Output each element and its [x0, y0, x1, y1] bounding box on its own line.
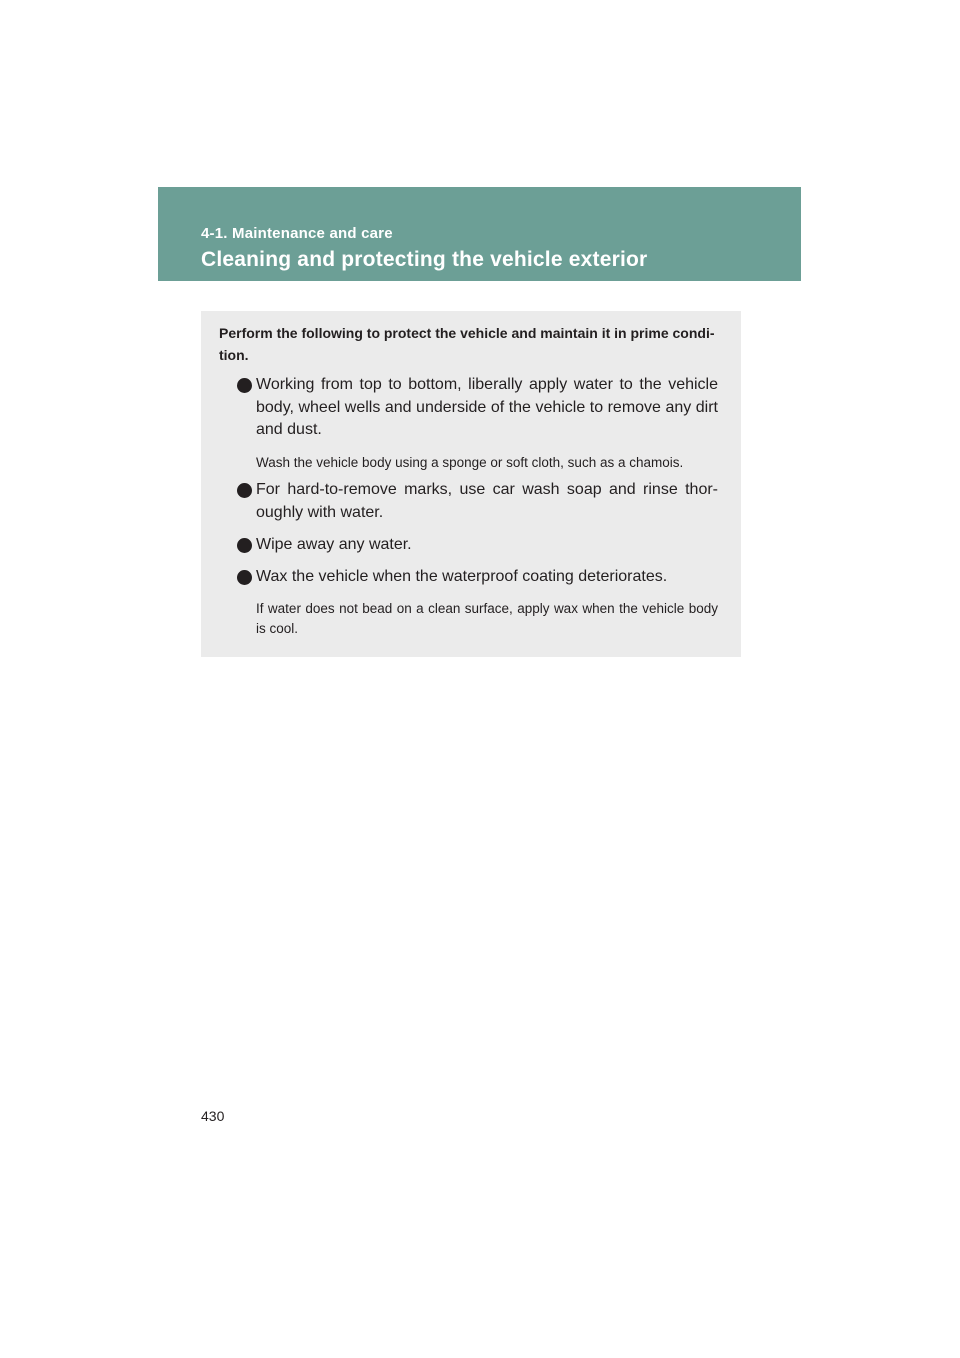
list-item — [237, 374, 718, 442]
intro-text: Perform the following to protect the vehicle and maintain it in prime condi- tion. — [219, 325, 715, 363]
list-item-note: If water does not bead on a clean surface, apply wax when the vehicle body is cool. — [256, 601, 718, 636]
bullet-icon — [237, 570, 252, 585]
bullet-icon — [237, 483, 252, 498]
page-number: 430 — [201, 1108, 225, 1124]
list-item-text: For hard-to-remove marks, use car wash soap and rinse thor- oughly with water. — [256, 481, 718, 521]
section-label: 4-1. Maintenance and care — [201, 225, 393, 242]
content-box — [201, 311, 741, 657]
list-item-note: Wash the vehicle body using a sponge or soft cloth, such as a chamois. — [256, 455, 684, 470]
page-title: Cleaning and protecting the vehicle exterior — [201, 248, 648, 271]
bullet-icon — [237, 378, 252, 393]
list-item — [237, 566, 718, 589]
list-item-text: Working from top to bottom, liberally apply water to the vehicle body, wheel wells and underside of the vehicle to remove any dirt and dust. — [256, 376, 718, 438]
bullet-icon — [237, 538, 252, 553]
list-item-text: Wipe away any water. — [256, 536, 412, 553]
list-item — [237, 479, 718, 524]
list-item-text: Wax the vehicle when the waterproof coating deteriorates. — [256, 568, 668, 585]
section-header — [158, 187, 801, 281]
list-item — [237, 534, 718, 557]
